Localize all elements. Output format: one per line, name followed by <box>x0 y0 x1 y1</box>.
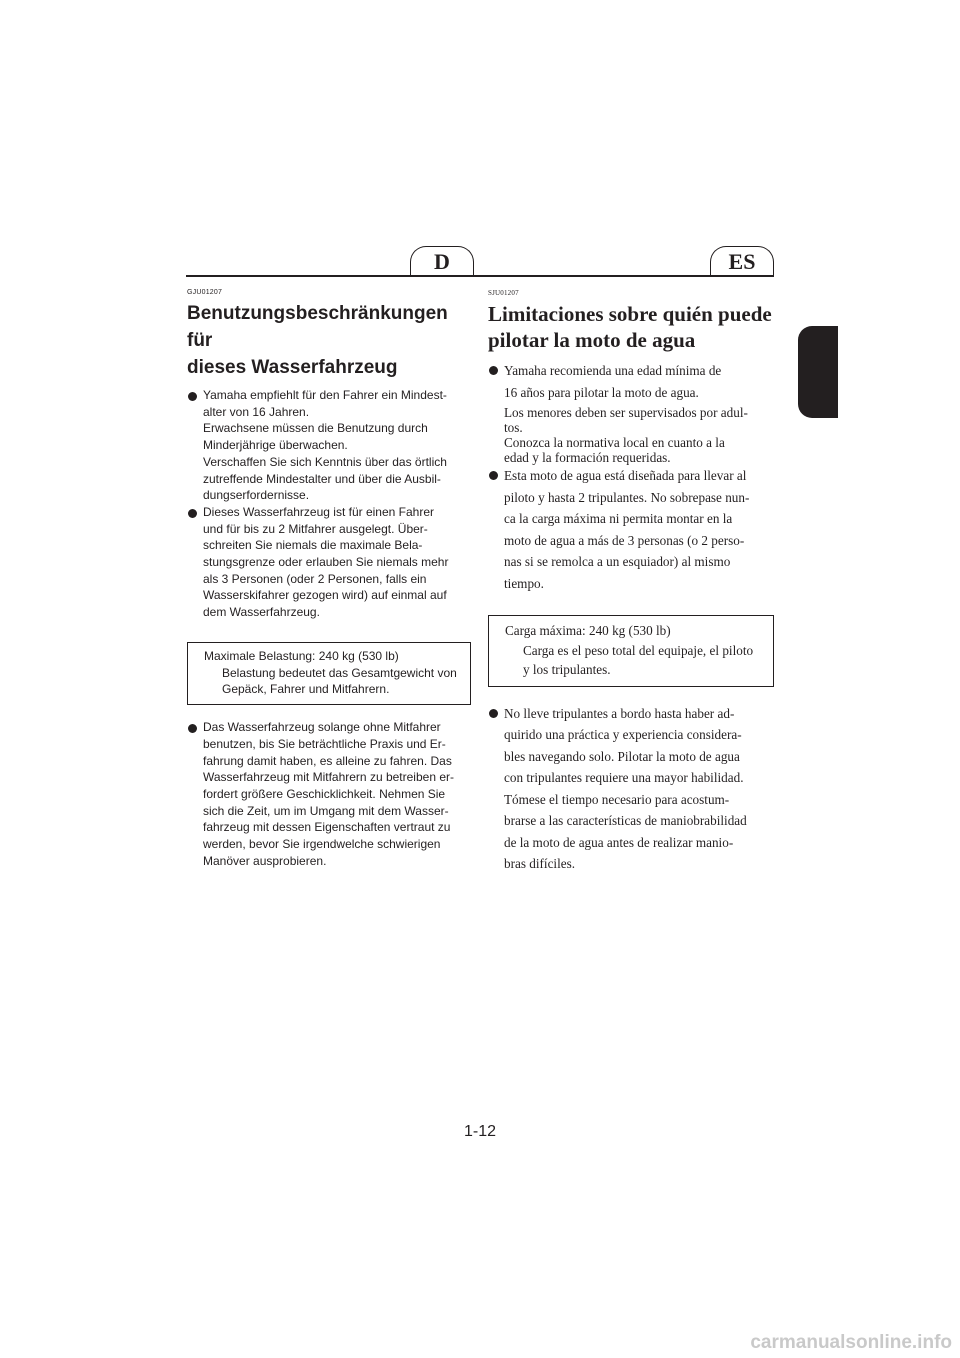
section-title <box>187 300 467 381</box>
bullet-item-age: Yamaha empfiehlt für den Fahrer ein Mindest- alter von 16 Jahren. Erwachsene müssen die Benutzung durch Minderjährige überwachen. Verschaffen Sie sich Kenntnis über das örtlich zutreffende Mindestalter und über die Ausbil- dungserfordernisse. <box>187 387 467 504</box>
bullet-item-age: Yamaha recomienda una edad mínima de 16 años para pilotar la moto de agua. Los menores deben ser supervisados por adul- tos. Conozca la normativa local en cuanto a la edad y la formación requeridas. <box>488 360 774 465</box>
bullet-item-capacity: Esta moto de agua está diseñada para llevar al piloto y hasta 2 tripulantes. No sobrepase nun- ca la carga máxima ni permita montar en la moto de agua a más de 3 personas (o 2 perso- nas si se remolca a un esquiador) al mismo tiempo. <box>488 465 774 594</box>
spanish-column <box>488 289 774 875</box>
max-load-value: Maximale Belastung: 240 kg (530 lb) <box>204 648 399 663</box>
language-badge-german <box>410 246 474 276</box>
section-title-line: Limitaciones sobre quién puede <box>488 302 772 326</box>
max-load-definition: Belastung bedeutet das Gesamtgewicht von Gepäck, Fahrer und Mitfahrern. <box>222 665 457 697</box>
bullet-item-experience: Das Wasserfahrzeug solange ohne Mitfahrer benutzen, bis Sie beträchtliche Praxis und Er- fahrung damit haben, es alleine zu fahren. Das Wasserfahrzeug mit Mitfahrern zu betreiben er- fordert größere Geschicklichkeit. Nehmen Sie sich die Zeit, um im Umgang mit dem Wasser- fahrzeug mit dessen Eigenschaften vertraut zu werden, bevor Sie irgendwelche schwierigen Manöver ausprobieren. <box>187 719 467 869</box>
max-load-box <box>187 642 471 705</box>
language-code-spanish: ES <box>728 248 756 274</box>
max-load-definition: Carga es el peso total del equipaje, el piloto y los tripulantes. <box>523 642 754 677</box>
max-load-box <box>488 615 774 687</box>
section-code: GJU01207 <box>187 289 223 296</box>
language-code-german: D <box>434 248 450 274</box>
page-number: 1-12 <box>463 1123 497 1140</box>
bullet-item-capacity: Dieses Wasserfahrzeug ist für einen Fahrer und für bis zu 2 Mitfahrer ausgelegt. Über- schreiten Sie niemals die maximale Bela- stungsgrenze oder erlauben Sie niemals mehr als 3 Personen (oder 2 Personen, falls ein Wasserskifahrer gezogen wird) auf einmal auf dem Wasserfahrzeug. <box>187 504 467 621</box>
section-code: SJU01207 <box>488 289 519 297</box>
german-column <box>187 289 467 870</box>
bullet-icon <box>489 709 498 718</box>
bullet-icon <box>188 724 197 733</box>
header-rule <box>186 275 774 277</box>
bullet-icon <box>489 471 498 480</box>
section-title-line: Benutzungsbeschränkungen für <box>187 303 448 351</box>
bullet-icon <box>188 509 197 518</box>
site-watermark: carmanualsonline.info <box>750 1332 952 1353</box>
max-load-value: Carga máxima: 240 kg (530 lb) <box>505 623 671 638</box>
section-title-line: dieses Wasserfahrzeug <box>187 357 398 378</box>
bullet-icon <box>489 366 498 375</box>
language-badge-spanish <box>710 246 774 276</box>
chapter-thumb-tab <box>798 326 838 418</box>
bullet-item-experience: No lleve tripulantes a bordo hasta haber ad- quirido una práctica y experiencia considera- bles navegando solo. Pilotar la moto de agua con tripulantes requiere una mayor habilidad. Tómese el tiempo necesario para acostum- brarse a las características de maniobrabilidad de la moto de agua antes de realizar manio- bras difíciles. <box>488 703 774 875</box>
section-title-line: pilotar la moto de agua <box>488 328 696 352</box>
section-title <box>488 301 774 353</box>
bullet-icon <box>188 392 197 401</box>
